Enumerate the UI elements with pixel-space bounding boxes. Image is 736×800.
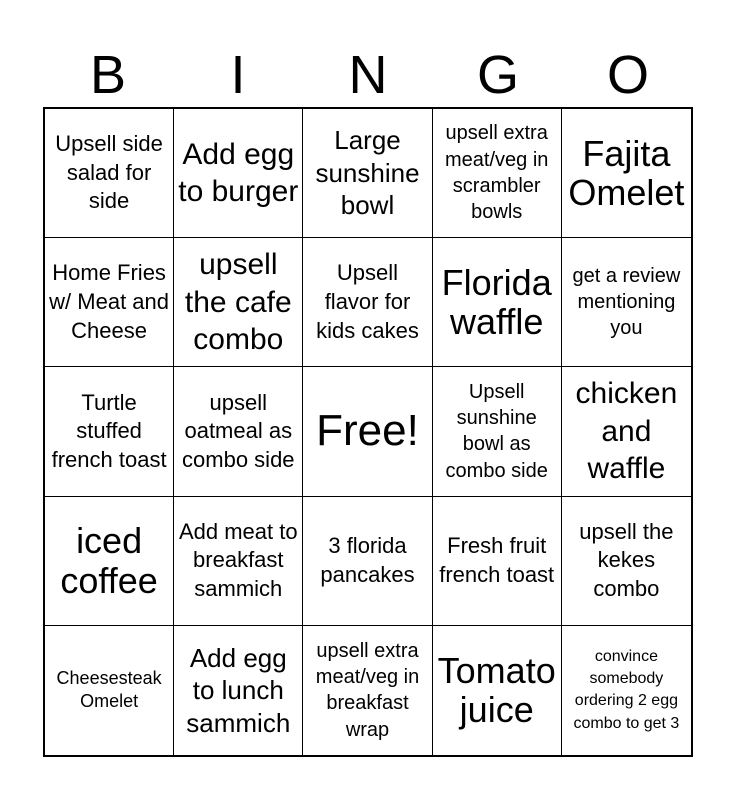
bingo-cell[interactable]: upsell the kekes combo [562, 497, 691, 626]
bingo-cell[interactable]: upsell oatmeal as combo side [174, 367, 303, 496]
bingo-cell[interactable]: 3 florida pancakes [303, 497, 432, 626]
header-letter-n: N [348, 45, 388, 105]
bingo-cell[interactable]: Add egg to burger [174, 109, 303, 238]
bingo-board [43, 107, 693, 757]
bingo-cell[interactable]: upsell extra meat/veg in breakfast wrap [303, 626, 432, 755]
bingo-cell[interactable]: upsell extra meat/veg in scrambler bowls [433, 109, 562, 238]
header-letter-b: B [89, 45, 127, 105]
bingo-cell[interactable]: iced coffee [45, 497, 174, 626]
bingo-cell[interactable]: Upsell sunshine bowl as combo side [433, 367, 562, 496]
bingo-cell[interactable]: Fajita Omelet [562, 109, 691, 238]
bingo-cell[interactable]: Fresh fruit french toast [433, 497, 562, 626]
header-letter-o: O [606, 45, 649, 105]
free-space[interactable]: Free! [303, 367, 432, 496]
bingo-cell[interactable]: convince somebody ordering 2 egg combo to get 3 [573, 647, 680, 732]
bingo-cell[interactable]: Home Fries w/ Meat and Cheese [45, 238, 174, 367]
bingo-cell[interactable]: Upsell flavor for kids cakes [303, 238, 432, 367]
bingo-header [43, 44, 693, 106]
header-letter-g: G [476, 45, 519, 105]
bingo-cell[interactable]: get a review mentioning you [562, 238, 691, 367]
header-letter-i: I [230, 45, 246, 105]
bingo-cell[interactable]: Florida waffle [433, 238, 562, 367]
bingo-cell[interactable]: Turtle stuffed french toast [45, 367, 174, 496]
bingo-cell[interactable]: Add egg to lunch sammich [174, 626, 303, 755]
bingo-cell[interactable]: chicken and waffle [562, 367, 691, 496]
bingo-cell[interactable]: Cheesesteak Omelet [45, 626, 174, 755]
bingo-cell[interactable]: Tomato juice [433, 626, 562, 755]
bingo-cell[interactable]: upsell the cafe combo [174, 238, 303, 367]
bingo-cell[interactable]: Upsell side salad for side [45, 109, 174, 238]
bingo-cell[interactable]: Large sunshine bowl [303, 109, 432, 238]
bingo-cell[interactable]: Add meat to breakfast sammich [174, 497, 303, 626]
